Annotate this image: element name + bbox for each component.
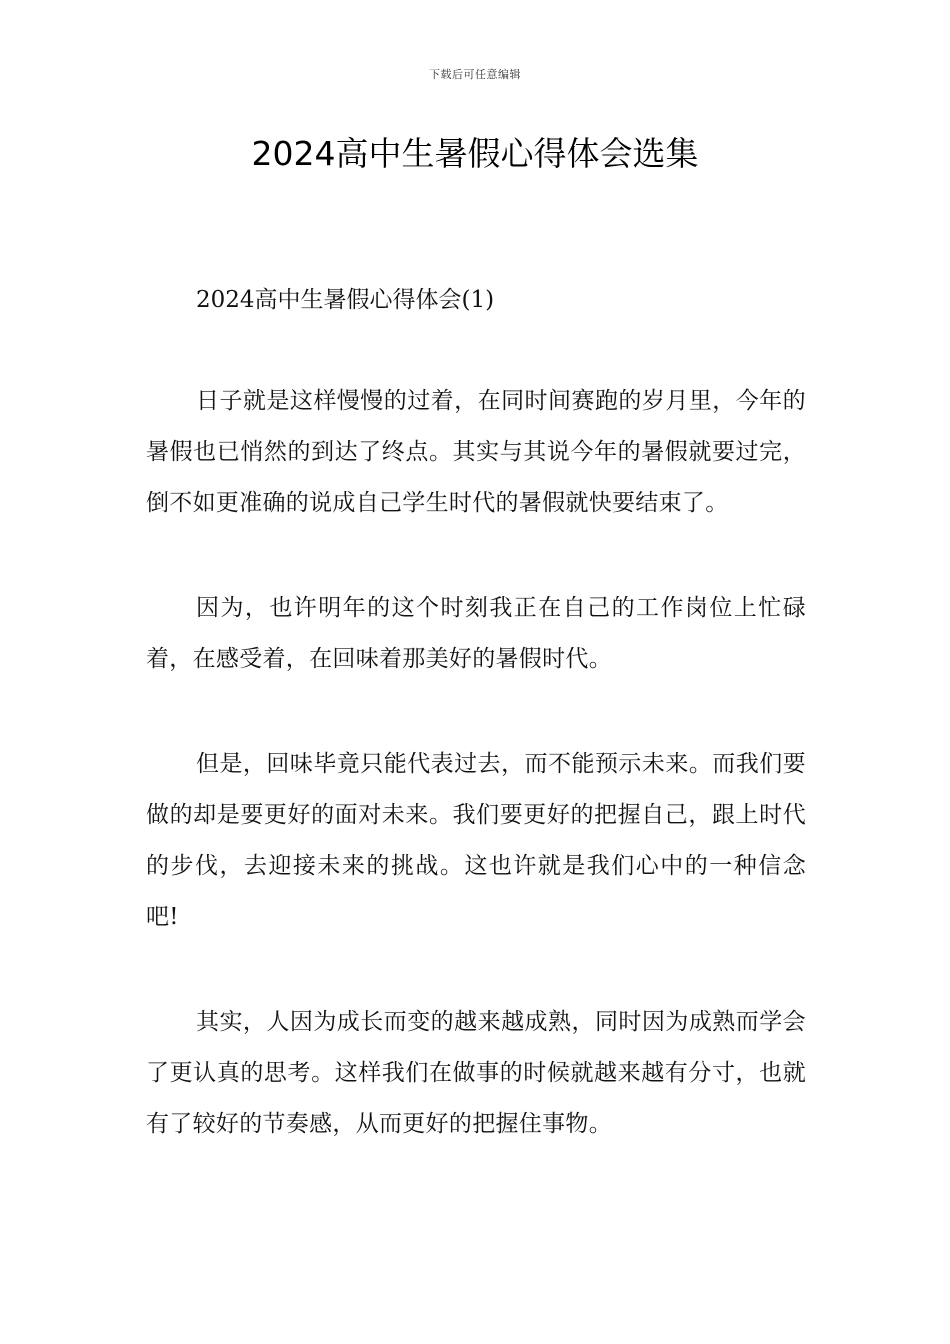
paragraph: 但是，回味毕竟只能代表过去，而不能预示未来。而我们要做的却是要更好的面对未来。我们要更好的把握自己，跟上时代的步伐，去迎接未来的挑战。这也许就是我们心中的一种信念吧! [146, 751, 806, 930]
document-body [146, 280, 806, 1204]
section-title: 2024高中生暑假心得体会(1) [196, 287, 495, 313]
paragraph: 因为，也许明年的这个时刻我正在自己的工作岗位上忙碌着，在感受着，在回味着那美好的暑假时代。 [146, 595, 806, 672]
paragraph: 日子就是这样慢慢的过着，在同时间赛跑的岁月里，今年的暑假也已悄然的到达了终点。其实与其说今年的暑假就要过完，倒不如更准确的说成自己学生时代的暑假就快要结束了。 [146, 388, 806, 516]
paragraph: 其实，人因为成长而变的越来越成熟，同时因为成熟而学会了更认真的思考。这样我们在做事的时候就越来越有分寸，也就有了较好的节奏感，从而更好的把握住事物。 [146, 1009, 806, 1137]
header-note: 下载后可任意编辑 [429, 68, 521, 81]
document-title: 2024高中生暑假心得体会选集 [251, 134, 699, 173]
